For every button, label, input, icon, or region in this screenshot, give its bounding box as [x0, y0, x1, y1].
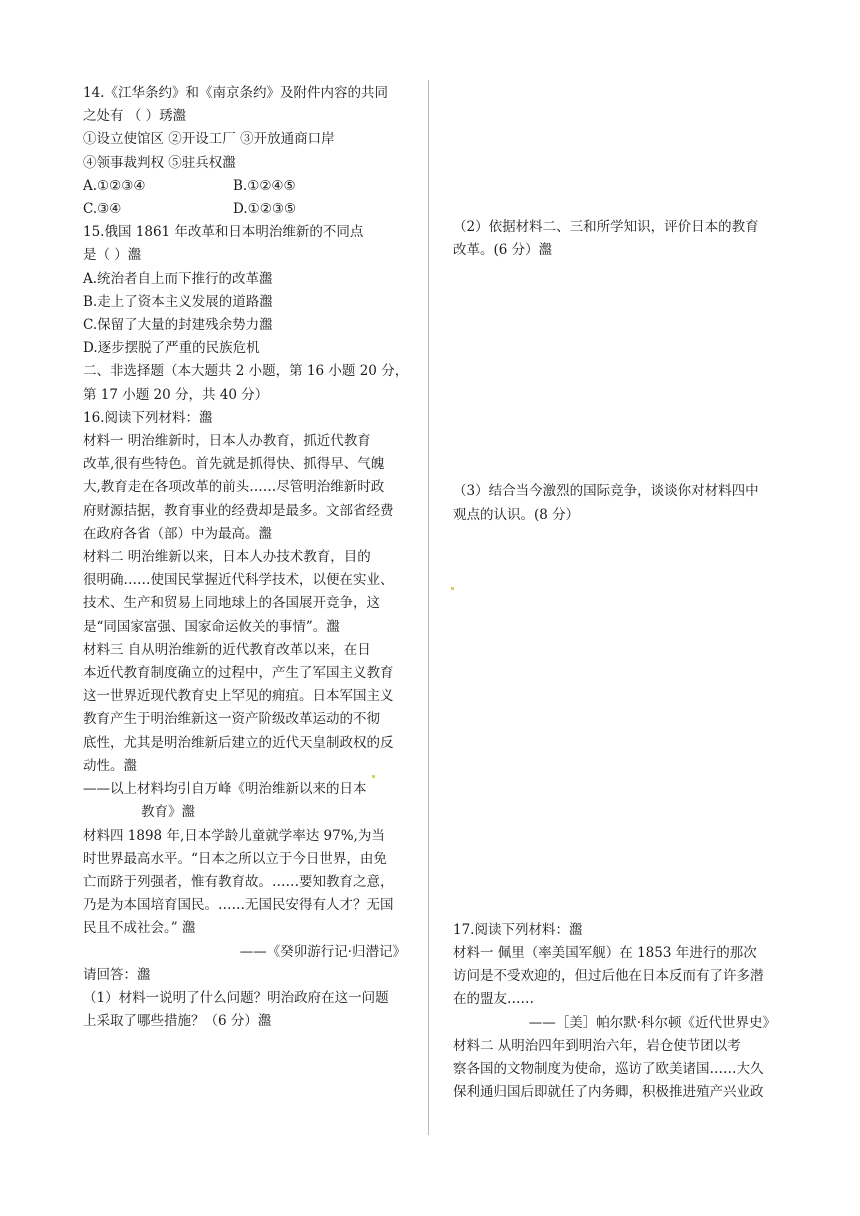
text-line: （3）结合当今激烈的国际竞争，谈谈你对材料四中: [453, 483, 759, 500]
section-2-heading-line1: 二、非选择题（本大题共 2 小题，第 16 小题 20 分，: [83, 363, 409, 380]
left-column: [83, 82, 410, 1033]
text-line: 改革。(6 分）瀊: [453, 242, 553, 259]
answer-space: [453, 262, 780, 480]
text-line: 访问是不受欢迎的，但过后他在日本反而有了许多潜: [453, 968, 764, 985]
text-line: 材料二 从明治四年到明治六年，岩仓使节团以考: [453, 1037, 741, 1054]
text-line: 乃是为本国培育国民。……无国民安得有人才？无国: [83, 897, 394, 914]
text-line: 动性。瀊: [83, 757, 137, 774]
q14-option-b: B.①②④⑤: [233, 177, 296, 194]
text-line: 时世界最高水平。“日本之所以立于今日世界，由免: [83, 850, 387, 867]
text-line: 改革,很有些特色。首先就是抓得快、抓得早、气魄: [83, 456, 385, 473]
text-line: 技术、生产和贸易上同地球上的各国展开竞争，这: [83, 595, 380, 612]
text-line: 府财源拮据，教育事业的经费却是最多。文部省经费: [83, 502, 394, 519]
q16-subquestion-1: [83, 987, 410, 1033]
text-line: 观点的认识。(8 分）: [453, 506, 580, 523]
answer-space: [453, 527, 780, 919]
q14-option-c: C.③④: [83, 201, 122, 218]
text-line: 材料二 明治维新以来，日本人办技术教育，目的: [83, 549, 371, 566]
q15-option-a: A.统治者自上而下推行的改革瀊: [83, 270, 273, 287]
section-2-heading-line2: 第 17 小题 20 分，共 40 分）: [83, 386, 269, 403]
q16-ask: 请回答：瀊: [83, 966, 151, 983]
text-line: 在的盟友……: [453, 991, 534, 1008]
q14-options-row1: [83, 175, 410, 198]
source-line: 教育》瀊: [141, 804, 195, 821]
q14-options-row2: [83, 198, 410, 221]
text-line: 在政府各省（部）中为最高。瀊: [83, 525, 272, 542]
q15-stem-line1: 15.俄国 1861 年改革和日本明治维新的不同点: [83, 224, 364, 241]
answer-space: [453, 82, 780, 216]
question-16: [83, 407, 410, 1033]
q16-intro: 16.阅读下列材料：瀊: [83, 409, 213, 426]
q16-material-3: [83, 639, 410, 778]
q16-material-1: [83, 430, 410, 546]
text-line: （2）依据材料二、三和所学知识，评价日本的教育: [453, 219, 759, 235]
text-line: 教育产生于明治维新这一资产阶级改革运动的不彻: [83, 711, 380, 728]
q16-source-1: [83, 778, 410, 824]
right-column: [453, 82, 780, 1104]
q17-material-2: [453, 1035, 780, 1105]
text-line: （1）材料一说明了什么问题？明治政府在这一问题: [83, 989, 389, 1006]
text-line: 察各国的文物制度为使命，巡访了欧美诸国……大久: [453, 1061, 764, 1078]
text-line: 本近代教育制度确立的过程中，产生了军国主义教育: [83, 665, 394, 682]
text-line: 这一世界近现代教育史上罕见的痈疽。日本军国主义: [83, 688, 394, 705]
q17-material-1: [453, 942, 780, 1012]
q15-option-b: B.走上了资本主义发展的道路瀊: [83, 293, 273, 310]
q15-option-c: C.保留了大量的封建残余势力瀊: [83, 317, 273, 334]
q17-source-1: ——［美］帕尔默·科尔顿《近代世界史》: [528, 1014, 776, 1031]
text-line: 底性，尤其是明治维新后建立的近代天皇制政权的反: [83, 734, 394, 751]
q14-option-d: D.①②③⑤: [233, 201, 297, 218]
source-line: ——以上材料均引自万峰《明治维新以来的日本: [83, 781, 367, 798]
text-line: 材料四 1898 年,日本学龄儿童就学率达 97%,为当: [83, 827, 385, 844]
text-line: 民且不成社会。” 瀊: [83, 920, 196, 937]
text-line: 大,教育走在各项改革的前头……尽管明治维新时政: [83, 479, 385, 496]
text-line: 上采取了哪些措施？（6 分）瀊: [83, 1013, 272, 1030]
q17-intro: 17.阅读下列材料：瀊: [453, 921, 583, 938]
text-line: 材料一 佩里（率美国军舰）在 1853 年进行的那次: [453, 945, 757, 962]
text-line: 材料一 明治维新时，日本人办教育，抓近代教育: [83, 433, 371, 450]
question-15: [83, 221, 410, 360]
text-line: 亡而跻于列强者，惟有教育故。……要知教育之意，: [83, 873, 394, 890]
q16-subquestion-2: [453, 216, 780, 262]
q16-material-4: [83, 825, 410, 941]
q14-stem-line1: 14.《江华条约》和《南京条约》及附件内容的共同: [83, 85, 388, 101]
question-17: [453, 919, 780, 1105]
q15-stem-line2: 是（ ）瀊: [83, 247, 142, 264]
q16-source-2: ——《癸卯游行记·归潜记》: [239, 943, 406, 960]
column-divider: [428, 80, 429, 1135]
text-line: 保利通归国后即就任了内务卿，积极推进殖产兴业政: [453, 1084, 764, 1101]
q16-subquestion-3: [453, 480, 780, 526]
q16-material-2: [83, 546, 410, 639]
text-line: 材料三 自从明治维新的近代教育改革以来，在日: [83, 641, 371, 658]
question-14: [83, 82, 410, 221]
text-line: 很明确……使国民掌握近代科学技术，以便在实业、: [83, 572, 394, 589]
q15-option-d: D.逐步摆脱了严重的民族危机: [83, 340, 260, 357]
q14-stem-line2: 之处有 （ ）琇瀊: [83, 108, 187, 125]
text-line: 是“同国家富强、国家命运攸关的事情”。瀊: [83, 618, 340, 635]
q14-items-line1: ①设立使馆区 ②开设工厂 ③开放通商口岸: [83, 131, 335, 148]
q14-items-line2: ④领事裁判权 ⑤驻兵权瀊: [83, 154, 236, 171]
q14-option-a: A.①②③④: [83, 177, 146, 194]
